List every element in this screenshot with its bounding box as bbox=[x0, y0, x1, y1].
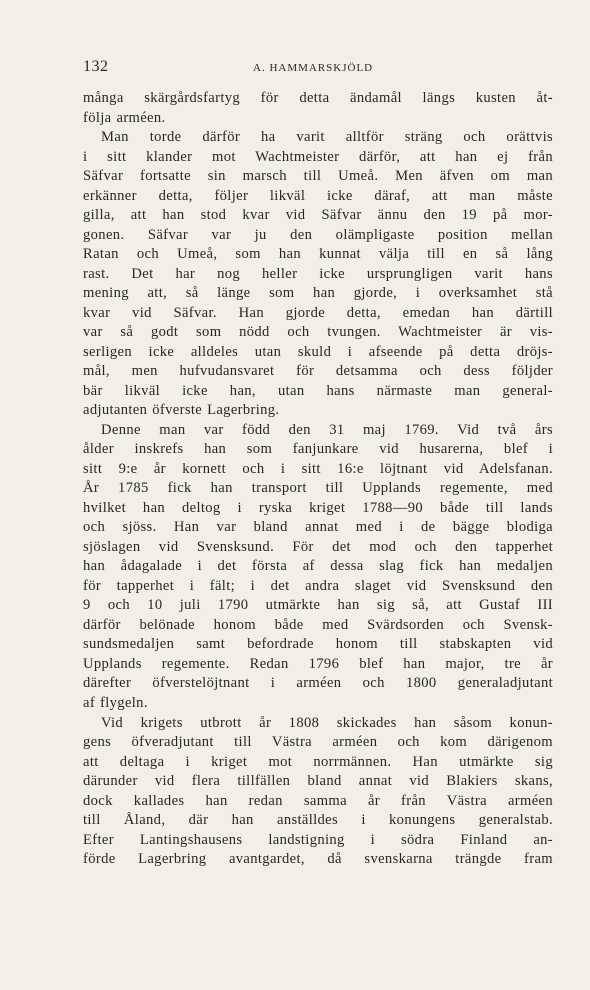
paragraph bbox=[83, 714, 553, 870]
text-line: hvilket han deltog i ryska kriget 1788—90 både till lands bbox=[83, 499, 553, 516]
text-line: adjutanten öfverste Lagerbring. bbox=[83, 402, 280, 419]
text-line: att deltaga i kriget mot norrmännen. Han utmärkte sig bbox=[83, 753, 553, 770]
text-line: och sjöss. Han var bland annat med i de bägge blodiga bbox=[83, 519, 553, 536]
text-line: sitt 9:e år kornett och i sitt 16:e löjtnant vid Adelsfanan. bbox=[83, 460, 553, 477]
text-line: därunder vid flera tillfällen bland annat vid Blakiers skans, bbox=[83, 773, 553, 790]
text-line: följa arméen. bbox=[83, 109, 166, 126]
text-line: dock kallades han redan samma år från Västra arméen bbox=[83, 792, 553, 809]
text-line: År 1785 fick han transport till Upplands regemente, med bbox=[83, 480, 553, 497]
text-line: sjöslagen vid Svensksund. För det mod och den tapperhet bbox=[83, 538, 553, 555]
text-line: därför belönade honom både med Svärdsorden och Svensk- bbox=[83, 616, 553, 633]
text-line: erkänner detta, följer likväl icke däraf, att man måste bbox=[83, 187, 553, 204]
text-line: Vid krigets utbrott år 1808 skickades han såsom konun- bbox=[101, 714, 553, 731]
text-line: rast. Det har nog heller icke ursprungligen varit hans bbox=[83, 265, 553, 282]
text-line: ålder inskrefs han som fanjunkare vid husarerna, blef i bbox=[83, 441, 553, 458]
text-line: Man torde därför ha varit alltför sträng och orättvis bbox=[101, 129, 553, 146]
text-line: var så godt som nödd och tvungen. Wachtmeister är vis- bbox=[83, 324, 553, 341]
text-line: kvar vid Säfvar. Han gjorde detta, emedan han därtill bbox=[83, 304, 553, 321]
text-line: Upplands regemente. Redan 1796 blef han major, tre år bbox=[83, 655, 553, 672]
paragraph bbox=[83, 421, 553, 714]
running-title: A. HAMMARSKJÖLD bbox=[253, 62, 374, 74]
text-line: till Åland, där han anställdes i konungens generalstab. bbox=[83, 812, 553, 829]
text-line: han ådagalade i det första af dessa slag fick han medaljen bbox=[83, 558, 553, 575]
text-line: förde Lagerbring avantgardet, då svenskarna trängde fram bbox=[83, 851, 553, 868]
paragraph bbox=[83, 128, 553, 421]
text-line: många skärgårdsfartyg för detta ändamål längs kusten åt- bbox=[83, 90, 553, 106]
running-head bbox=[83, 58, 553, 80]
text-line: Säfvar fortsatte sin marsch till Umeå. Men äfven om man bbox=[83, 168, 553, 185]
text-line: Ratan och Umeå, som han kunnat välja till en så lång bbox=[83, 246, 553, 263]
text-line: för tapperhet i fält; i det andra slaget vid Svensksund den bbox=[83, 577, 553, 594]
text-line: gens öfveradjutant till Västra arméen och kom därigenom bbox=[83, 734, 553, 751]
text-line: mening att, så länge som han gjorde, i overksamhet stå bbox=[83, 285, 553, 302]
text-line: därefter öfverstelöjtnant i arméen och 1800 generaladjutant bbox=[83, 675, 553, 692]
text-line: af flygeln. bbox=[83, 694, 148, 711]
text-line: gilla, att han stod kvar vid Säfvar ännu den 19 på mor- bbox=[83, 207, 553, 224]
text-line: serligen icke alldeles utan skuld i afseende på detta dröjs- bbox=[83, 343, 553, 360]
text-line: Efter Lantingshausens landstigning i södra Finland an- bbox=[83, 831, 553, 848]
paragraph bbox=[83, 89, 553, 128]
text-line: bär likväl icke han, utan hans närmaste man general- bbox=[83, 382, 553, 399]
body-text bbox=[83, 89, 553, 870]
text-line: sundsmedaljen samt befordrade honom till stabskapten vid bbox=[83, 636, 553, 653]
page-number: 132 bbox=[83, 58, 109, 75]
text-line: mål, men hufvudansvaret för detsamma och dess följder bbox=[83, 363, 553, 380]
text-line: 9 och 10 juli 1790 utmärkte han sig så, att Gustaf III bbox=[83, 597, 553, 614]
text-line: Denne man var född den 31 maj 1769. Vid två års bbox=[101, 421, 553, 438]
text-line: gonen. Säfvar var ju den olämpligaste position mellan bbox=[83, 226, 553, 243]
text-line: i sitt klander mot Wachtmeister därför, att han ej från bbox=[83, 148, 553, 165]
